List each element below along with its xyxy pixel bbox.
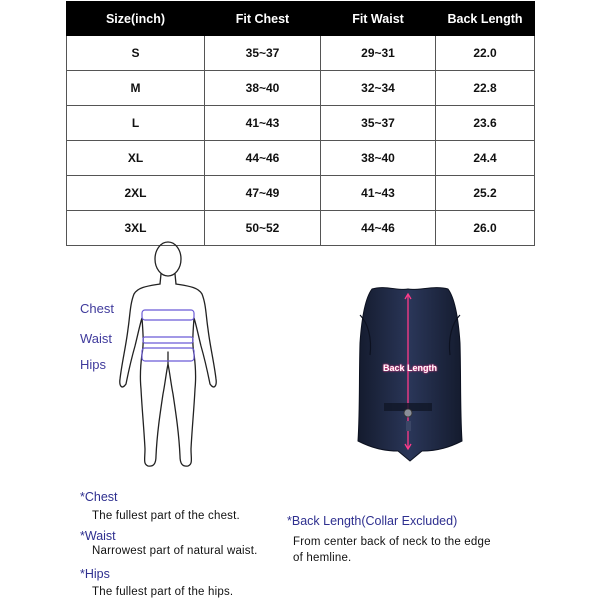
back-length-definition-line1: From center back of neck to the edge bbox=[293, 536, 491, 548]
chest-cell: 38~40 bbox=[205, 71, 321, 106]
header-fit-chest: Fit Chest bbox=[205, 2, 321, 36]
waist-cell: 38~40 bbox=[321, 141, 436, 176]
waist-cell: 32~34 bbox=[321, 71, 436, 106]
back-length-definition-title: *Back Length(Collar Excluded) bbox=[287, 514, 458, 528]
back-length-cell: 22.0 bbox=[436, 36, 535, 71]
back-length-definition-line2: of hemline. bbox=[293, 552, 352, 564]
vest-back-length-label: Back Length bbox=[383, 363, 438, 373]
header-fit-waist: Fit Waist bbox=[321, 2, 436, 36]
chest-cell: 35~37 bbox=[205, 36, 321, 71]
vest-back-image bbox=[350, 283, 470, 463]
size-cell: S bbox=[67, 36, 205, 71]
waist-cell: 41~43 bbox=[321, 176, 436, 211]
waist-cell: 29~31 bbox=[321, 36, 436, 71]
waist-label: Waist bbox=[80, 331, 113, 346]
table-row bbox=[67, 176, 535, 211]
waist-definition-title: *Waist bbox=[80, 529, 116, 543]
size-chart-table bbox=[66, 1, 535, 246]
header-size: Size(inch) bbox=[67, 2, 205, 36]
body-measurement-figure bbox=[90, 234, 250, 474]
size-cell: 3XL bbox=[67, 211, 205, 246]
chest-cell: 44~46 bbox=[205, 141, 321, 176]
table-row bbox=[67, 71, 535, 106]
size-cell: L bbox=[67, 106, 205, 141]
chest-definition-title: *Chest bbox=[80, 490, 118, 504]
hips-definition-title: *Hips bbox=[80, 567, 110, 581]
back-length-cell: 26.0 bbox=[436, 211, 535, 246]
waist-cell: 35~37 bbox=[321, 106, 436, 141]
table-row bbox=[67, 141, 535, 176]
size-cell: XL bbox=[67, 141, 205, 176]
size-cell: M bbox=[67, 71, 205, 106]
table-row bbox=[67, 36, 535, 71]
table-row bbox=[67, 106, 535, 141]
header-back-length: Back Length bbox=[436, 2, 535, 36]
hips-definition-text: The fullest part of the hips. bbox=[92, 586, 234, 598]
back-length-cell: 22.8 bbox=[436, 71, 535, 106]
back-length-cell: 23.6 bbox=[436, 106, 535, 141]
hips-label: Hips bbox=[80, 357, 107, 372]
size-chart-header-row bbox=[67, 2, 535, 36]
chest-label: Chest bbox=[80, 301, 114, 316]
size-cell: 2XL bbox=[67, 176, 205, 211]
chest-cell: 47~49 bbox=[205, 176, 321, 211]
chest-cell: 41~43 bbox=[205, 106, 321, 141]
back-length-cell: 25.2 bbox=[436, 176, 535, 211]
chest-cell: 50~52 bbox=[205, 211, 321, 246]
waist-cell: 44~46 bbox=[321, 211, 436, 246]
chest-definition-text: The fullest part of the chest. bbox=[92, 510, 240, 522]
back-length-cell: 24.4 bbox=[436, 141, 535, 176]
waist-definition-text: Narrowest part of natural waist. bbox=[92, 545, 258, 557]
